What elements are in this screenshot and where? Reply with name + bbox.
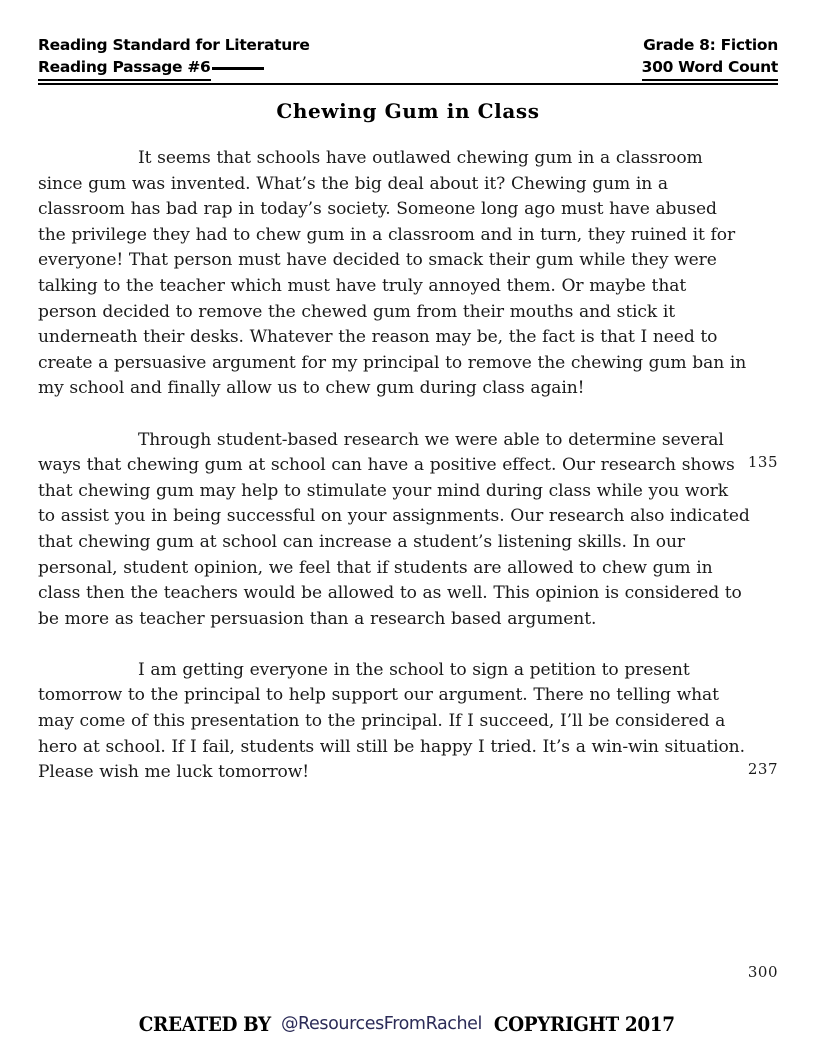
paragraph-1: It seems that schools have outlawed chewing gum in a classroom since gum was invented. What’s the big deal about it? Chewing gum in a classroom has bad rap in today’s society. Someone long ago must have abused the privilege they had to chew gum in a classroom and in turn, they ruined it for everyone! That person must have decided to smack their gum while they were talking to the teacher which must have truly annoyed them. Or maybe that person decided to remove the chewed gum from their mouths and stick it underneath their desks. Whatever the reason may be, the fact is that I need to create a persuasive argument for my principal to remove the chewing gum ban in my school and finally allow us to chew gum during class again! xyxy=(38,148,747,399)
header-blank-fill-line[interactable] xyxy=(212,67,264,70)
paragraph-spacer-2 xyxy=(38,632,778,658)
footer-author-handle: @ResourcesFromRachel xyxy=(280,1014,483,1034)
header-row-1 xyxy=(38,34,778,56)
footer-created-by-label: CREATED BY xyxy=(139,1012,272,1036)
header-wordcount-label: 300 Word Count xyxy=(642,56,778,81)
word-count-marker-300: 300 xyxy=(747,963,778,981)
passage-body xyxy=(38,146,778,981)
paragraph-2: Through student-based research we were able to determine several ways that chewing gum at school can have a positive effect. Our research shows that chewing gum may help to stimulate your mind during class while you work to assist you in being successful on your assignments. Our research also indicated that chewing gum at school can increase a student’s listening skills. In our personal, student opinion, we feel that if students are allowed to chew gum in class then the teachers would be allowed to as well. This opinion is considered to be more as teacher persuasion than a research based argument. xyxy=(38,429,750,629)
header-standard-label: Reading Standard for Literature xyxy=(38,36,310,54)
paragraph-spacer-1 xyxy=(38,402,778,428)
word-count-marker-135: 135 xyxy=(747,453,778,471)
footer-copyright-label: COPYRIGHT 2017 xyxy=(493,1012,675,1036)
word-count-marker-237: 237 xyxy=(747,760,778,778)
page-title: Chewing Gum in Class xyxy=(276,99,540,123)
header-passage-label: Reading Passage #6 xyxy=(38,56,211,81)
header-row-2 xyxy=(38,56,778,81)
page-header xyxy=(38,34,778,81)
header-passage-group xyxy=(38,56,264,81)
page-footer xyxy=(0,1012,816,1036)
header-grade-label: Grade 8: Fiction xyxy=(643,36,778,54)
header-divider-rule xyxy=(38,83,778,85)
paragraph-3: I am getting everyone in the school to sign a petition to present tomorrow to the principal to help support our argument. There no telling what may come of this presentation to the principal. If I succeed, I’ll be considered a hero at school. If I fail, students will still be happy I tried. It’s a win-win situation. Please wish me luck tomorrow! xyxy=(38,659,745,783)
